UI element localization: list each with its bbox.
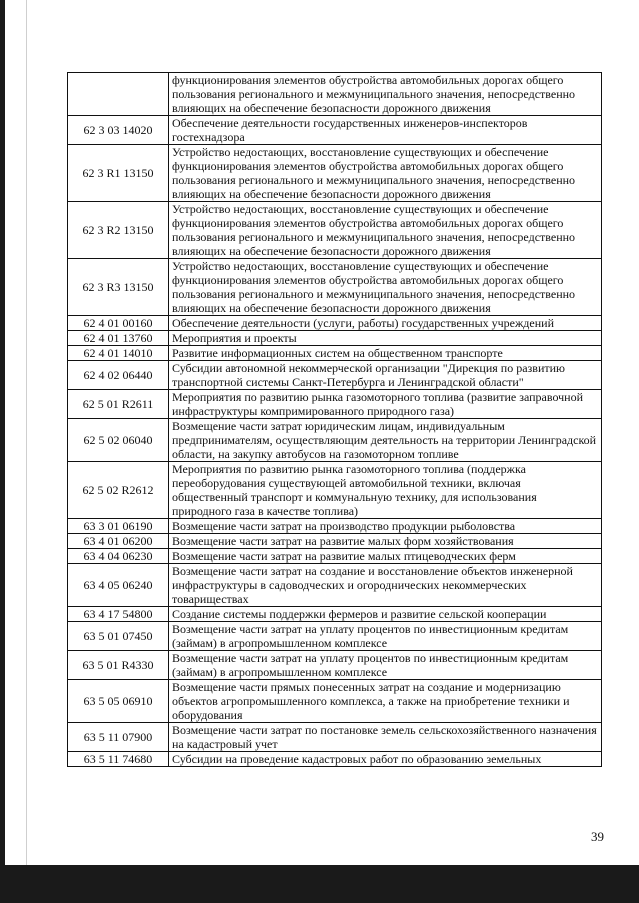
row-code: 63 5 01 07450 (68, 622, 169, 651)
row-code (68, 73, 169, 116)
table-row (68, 622, 602, 651)
row-code: 63 4 01 06200 (68, 534, 169, 549)
table-row (68, 331, 602, 346)
row-code: 63 4 17 54800 (68, 607, 169, 622)
row-code: 62 3 R3 13150 (68, 259, 169, 316)
table-row (68, 462, 602, 519)
row-code: 63 4 04 06230 (68, 549, 169, 564)
table-row (68, 723, 602, 752)
row-description: Устройство недостающих, восстановление существующих и обеспечение функционирования элементов обустройства автомобильных дорогах общего пользования регионального и межмуниципального значения, непосредственно влияющих на обеспечение безопасности дорожного движения (169, 145, 602, 202)
scan-bottom-edge (0, 865, 639, 903)
table-row (68, 259, 602, 316)
row-description: Создание системы поддержки фермеров и развитие сельской кооперации (169, 607, 602, 622)
row-code: 62 4 01 13760 (68, 331, 169, 346)
budget-codes-table (67, 72, 602, 767)
row-code: 63 4 05 06240 (68, 564, 169, 607)
row-description: Устройство недостающих, восстановление существующих и обеспечение функционирования элементов обустройства автомобильных дорогах общего пользования регионального и межмуниципального значения, непосредственно влияющих на обеспечение безопасности дорожного движения (169, 202, 602, 259)
row-code: 62 4 01 00160 (68, 316, 169, 331)
page-number: 39 (591, 829, 604, 844)
row-code: 63 5 05 06910 (68, 680, 169, 723)
row-description: Субсидии на проведение кадастровых работ по образованию земельных (169, 752, 602, 767)
row-description: Мероприятия по развитию рынка газомоторного топлива (поддержка переоборудования существующей автомобильной техники, включая общественный транспорт и коммунальную технику, для использования природного газа в качестве топлива) (169, 462, 602, 519)
table-row (68, 73, 602, 116)
table-row (68, 607, 602, 622)
table-row (68, 752, 602, 767)
table-row (68, 202, 602, 259)
row-description: Мероприятия и проекты (169, 331, 602, 346)
scan-left-edge (0, 0, 5, 903)
table-row (68, 116, 602, 145)
row-description: Развитие информационных систем на общественном транспорте (169, 346, 602, 361)
scan-vertical-line (26, 0, 27, 870)
row-code: 62 4 02 06440 (68, 361, 169, 390)
row-description: Возмещение части затрат на уплату процентов по инвестиционным кредитам (займам) в агропромышленном комплексе (169, 622, 602, 651)
row-code: 63 5 11 07900 (68, 723, 169, 752)
row-description: Мероприятия по развитию рынка газомоторного топлива (развитие заправочной инфраструктуры компримированного природного газа) (169, 390, 602, 419)
row-description: Обеспечение деятельности (услуги, работы) государственных учреждений (169, 316, 602, 331)
row-code: 62 5 02 06040 (68, 419, 169, 462)
table-row (68, 419, 602, 462)
row-description: Возмещение части затрат на уплату процентов по инвестиционным кредитам (займам) в агропромышленном комплексе (169, 651, 602, 680)
table-row (68, 145, 602, 202)
table-row (68, 346, 602, 361)
row-code: 62 3 R2 13150 (68, 202, 169, 259)
row-description: Возмещение части прямых понесенных затрат на создание и модернизацию объектов агропромышленного комплекса, а также на приобретение техники и оборудования (169, 680, 602, 723)
row-description: функционирования элементов обустройства автомобильных дорогах общего пользования регионального и межмуниципального значения, непосредственно влияющих на обеспечение безопасности дорожного движения (169, 73, 602, 116)
table-row (68, 680, 602, 723)
table-row (68, 361, 602, 390)
row-code: 62 3 R1 13150 (68, 145, 169, 202)
row-description: Возмещение части затрат юридическим лицам, индивидуальным предпринимателям, осуществляющим деятельность на территории Ленинградской области, на закупку автобусов на газомоторном топливе (169, 419, 602, 462)
row-code: 63 5 01 R4330 (68, 651, 169, 680)
row-code: 62 4 01 14010 (68, 346, 169, 361)
row-description: Возмещение части затрат на создание и восстановление объектов инженерной инфраструктуры в садоводческих и огороднических некоммерческих товариществах (169, 564, 602, 607)
row-code: 62 5 02 R2612 (68, 462, 169, 519)
row-description: Возмещение части затрат на производство продукции рыболовства (169, 519, 602, 534)
row-code: 63 5 11 74680 (68, 752, 169, 767)
row-description: Субсидии автономной некоммерческой организации "Дирекция по развитию транспортной системы Санкт-Петербурга и Ленинградской области" (169, 361, 602, 390)
row-code: 63 3 01 06190 (68, 519, 169, 534)
row-description: Устройство недостающих, восстановление существующих и обеспечение функционирования элементов обустройства автомобильных дорогах общего пользования регионального и межмуниципального значения, непосредственно влияющих на обеспечение безопасности дорожного движения (169, 259, 602, 316)
table-row (68, 316, 602, 331)
row-code: 62 3 03 14020 (68, 116, 169, 145)
table-row (68, 390, 602, 419)
row-description: Возмещение части затрат по постановке земель сельскохозяйственного назначения на кадастровый учет (169, 723, 602, 752)
table-row (68, 549, 602, 564)
row-description: Возмещение части затрат на развитие малых птицеводческих ферм (169, 549, 602, 564)
table-row (68, 534, 602, 549)
table-row (68, 519, 602, 534)
row-code: 62 5 01 R2611 (68, 390, 169, 419)
table-row (68, 564, 602, 607)
row-description: Возмещение части затрат на развитие малых форм хозяйствования (169, 534, 602, 549)
table-row (68, 651, 602, 680)
row-description: Обеспечение деятельности государственных инженеров-инспекторов гостехнадзора (169, 116, 602, 145)
